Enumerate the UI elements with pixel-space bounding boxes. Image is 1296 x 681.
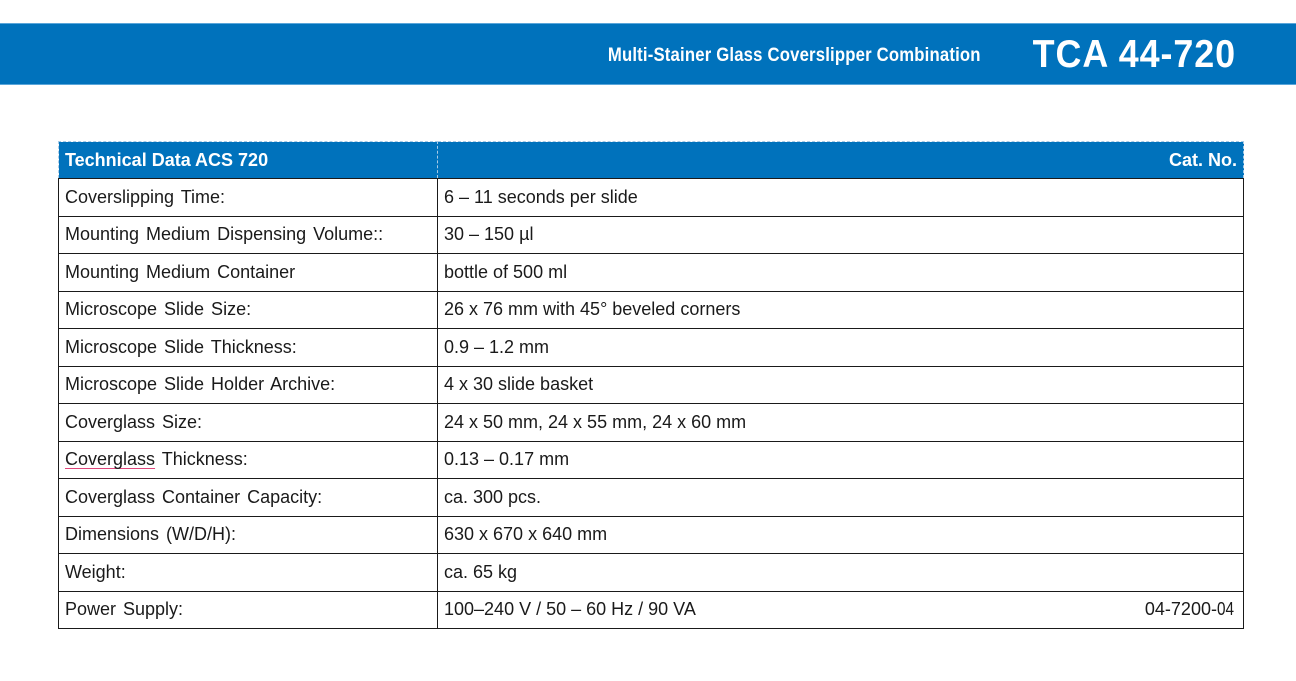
row-label-container-capacity: Coverglass Container Capacity:: [59, 479, 438, 517]
cat-no-heading: Cat. No.: [438, 142, 1244, 179]
label-rest: Thickness:: [155, 449, 248, 470]
row-value-medium-container: bottle of 500 ml: [438, 254, 1244, 292]
row-value-slide-thickness: 0.9 – 1.2 mm: [438, 329, 1244, 367]
table-row: [59, 554, 1244, 592]
row-value-power-supply-cell: [438, 591, 1244, 629]
row-label-coverslipping-time: Coverslipping Time:: [59, 179, 438, 217]
row-label-coverglass-thickness: [59, 441, 438, 479]
table-row: [59, 404, 1244, 442]
spellcheck-underlined-word: Coverglass: [65, 449, 156, 470]
row-value-coverslipping-time: 6 – 11 seconds per slide: [438, 179, 1244, 217]
row-label-coverglass-size: Coverglass Size:: [59, 404, 438, 442]
row-label-weight: Weight:: [59, 554, 438, 592]
catalog-number-suffix: 04: [1216, 599, 1234, 620]
row-value-slide-size: 26 x 76 mm with 45° beveled corners: [438, 291, 1244, 329]
technical-data-table: [58, 141, 1244, 629]
table-header-row: [59, 142, 1244, 179]
row-value-coverglass-size: 24 x 50 mm, 24 x 55 mm, 24 x 60 mm: [438, 404, 1244, 442]
row-label-dimensions: Dimensions (W/D/H):: [59, 516, 438, 554]
catalog-number-main: 04-7200-: [1144, 599, 1217, 620]
table-row: [59, 591, 1244, 629]
row-value-slide-holder: 4 x 30 slide basket: [438, 366, 1244, 404]
table-title: Technical Data ACS 720: [59, 142, 438, 179]
row-value-weight: ca. 65 kg: [438, 554, 1244, 592]
row-value-coverglass-thickness: 0.13 – 0.17 mm: [438, 441, 1244, 479]
table-row: [59, 366, 1244, 404]
product-model: TCA 44-720: [1032, 33, 1236, 76]
table-row: [59, 216, 1244, 254]
table-row: [59, 254, 1244, 292]
table-row: [59, 329, 1244, 367]
table-row: [59, 179, 1244, 217]
row-label-dispensing-volume: Mounting Medium Dispensing Volume::: [59, 216, 438, 254]
title-bar: [0, 23, 1296, 85]
row-value-power-supply: 100–240 V / 50 – 60 Hz / 90 VA: [444, 599, 696, 620]
row-label-medium-container: Mounting Medium Container: [59, 254, 438, 292]
row-label-slide-thickness: Microscope Slide Thickness:: [59, 329, 438, 367]
row-label-slide-size: Microscope Slide Size:: [59, 291, 438, 329]
row-label-slide-holder: Microscope Slide Holder Archive:: [59, 366, 438, 404]
table-row: [59, 479, 1244, 517]
catalog-number: [1145, 599, 1237, 620]
table-row: [59, 516, 1244, 554]
row-label-power-supply: Power Supply:: [59, 591, 438, 629]
row-value-container-capacity: ca. 300 pcs.: [438, 479, 1244, 517]
product-subtitle: Multi-Stainer Glass Coverslipper Combination: [608, 45, 981, 66]
row-value-dimensions: 630 x 670 x 640 mm: [438, 516, 1244, 554]
table-row: [59, 291, 1244, 329]
row-value-dispensing-volume: 30 – 150 µl: [438, 216, 1244, 254]
table-row: [59, 441, 1244, 479]
